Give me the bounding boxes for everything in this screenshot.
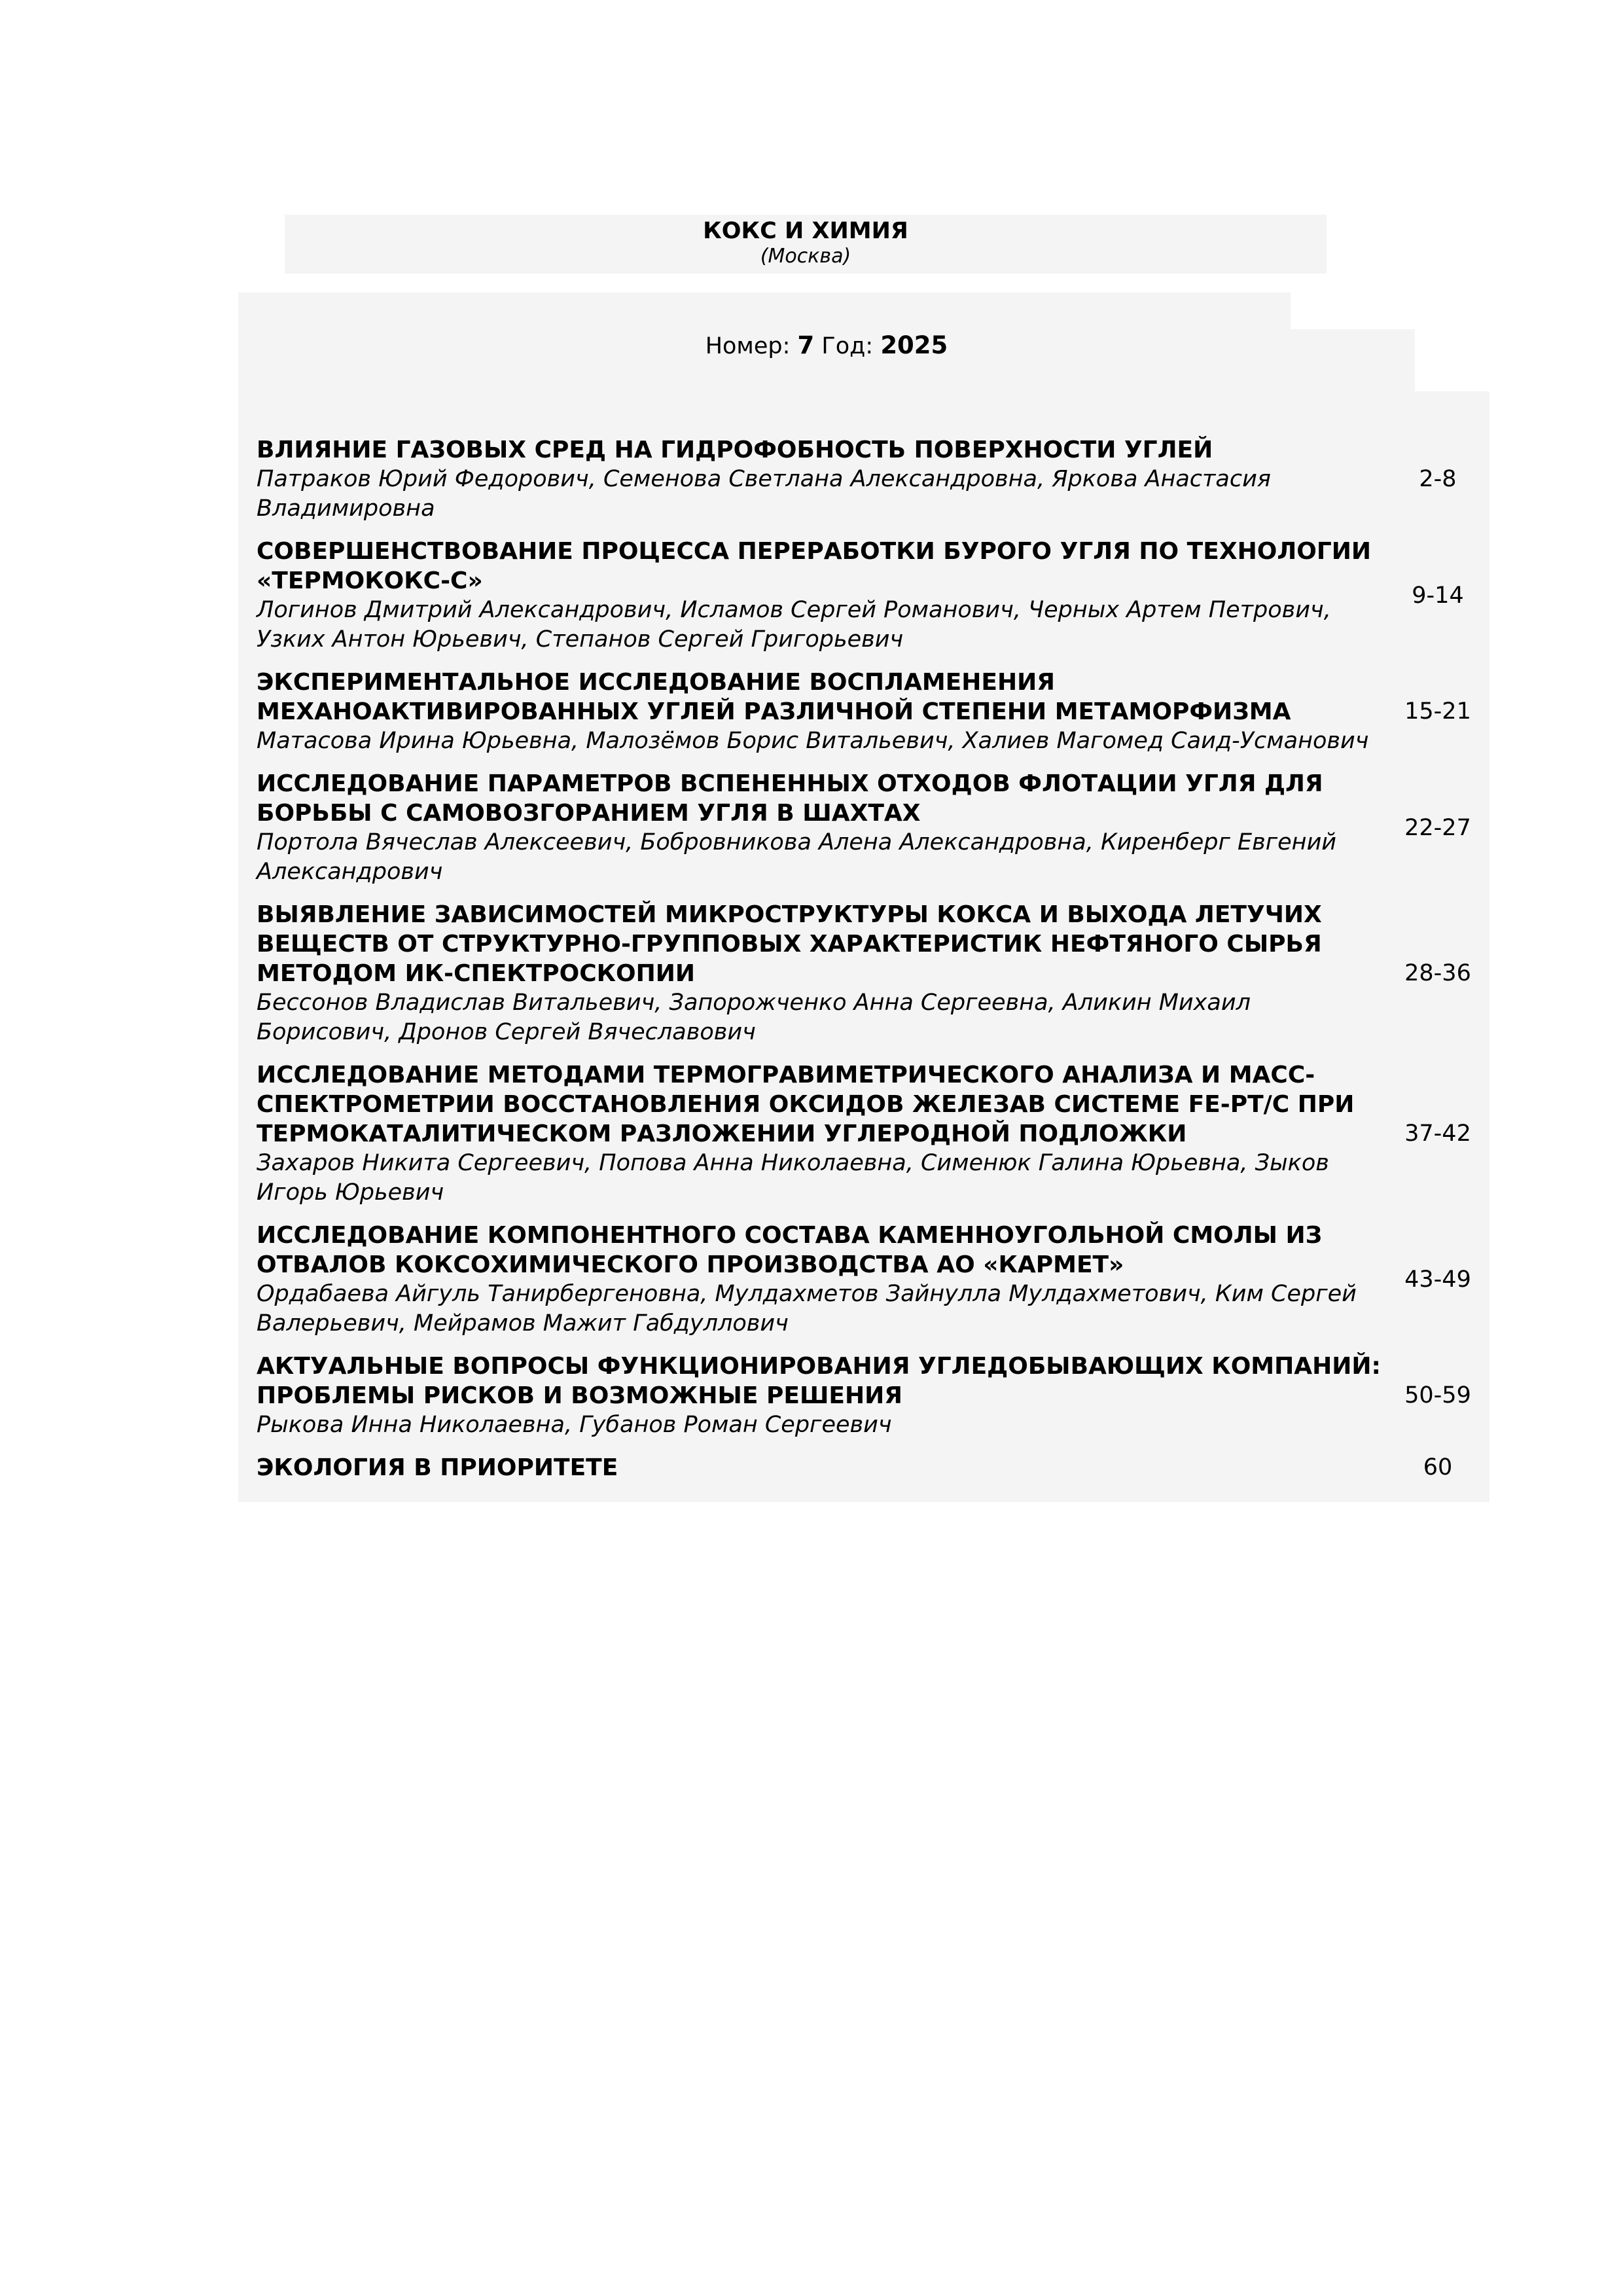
toc-entry[interactable] <box>238 668 1489 756</box>
journal-header <box>285 215 1327 274</box>
toc-entry[interactable] <box>238 1221 1489 1338</box>
article-title[interactable]: ИССЛЕДОВАНИЕ КОМПОНЕНТНОГО СОСТАВА КАМЕННОУГОЛЬНОЙ СМОЛЫ ИЗ ОТВАЛОВ КОКСОХИМИЧЕСКОГО ПРОИЗВОДСТВА АО «КАРМЕТ» <box>257 1222 1323 1278</box>
article-authors: Бессонов Владислав Витальевич, Запорожченко Анна Сергеевна, Аликин Михаил Борисович, Дронов Сергей Вячеславович <box>257 990 1251 1045</box>
journal-city: (Москва) <box>760 245 851 268</box>
article-title[interactable]: ИССЛЕДОВАНИЕ МЕТОДАМИ ТЕРМОГРАВИМЕТРИЧЕСКОГО АНАЛИЗА И МАСС-СПЕКТРОМЕТРИИ ВОССТАНОВЛЕНИЯ ОКСИДОВ ЖЕЛЕЗАВ СИСТЕМЕ FE-PT/C ПРИ ТЕРМОКАТАЛИТИЧЕСКОМ РАЗЛОЖЕНИИ УГЛЕРОДНОЙ ПОДЛОЖКИ <box>257 1062 1355 1147</box>
toc-entry[interactable] <box>238 1060 1489 1208</box>
article-authors: Патраков Юрий Федорович, Семенова Светлана Александровна, Яркова Анастасия Владимировна <box>257 466 1271 522</box>
article-pages: 28-36 <box>1404 960 1471 986</box>
toc-entry[interactable] <box>238 435 1489 524</box>
article-title[interactable]: ЭКСПЕРИМЕНТАЛЬНОЕ ИССЛЕДОВАНИЕ ВОСПЛАМЕНЕНИЯ МЕХАНОАКТИВИРОВАННЫХ УГЛЕЙ РАЗЛИЧНОЙ СТЕПЕНИ МЕТАМОРФИЗМА <box>257 669 1291 725</box>
article-title[interactable]: ЭКОЛОГИЯ В ПРИОРИТЕТЕ <box>257 1454 618 1481</box>
article-pages: 43-49 <box>1404 1266 1471 1293</box>
issue-year: 2025 <box>880 331 948 359</box>
article-title[interactable]: СОВЕРШЕНСТВОВАНИЕ ПРОЦЕССА ПЕРЕРАБОТКИ БУРОГО УГЛЯ ПО ТЕХНОЛОГИИ «ТЕРМОКОКС-С» <box>257 538 1372 594</box>
toc-entry[interactable] <box>238 769 1489 887</box>
table-of-contents <box>238 435 1489 1496</box>
article-pages: 50-59 <box>1404 1382 1471 1408</box>
article-authors: Рыкова Инна Николаевна, Губанов Роман Сергеевич <box>257 1412 892 1438</box>
toc-entry[interactable] <box>238 900 1489 1047</box>
article-pages: 60 <box>1423 1454 1453 1480</box>
article-title[interactable]: ИССЛЕДОВАНИЕ ПАРАМЕТРОВ ВСПЕНЕННЫХ ОТХОДОВ ФЛОТАЦИИ УГЛЯ ДЛЯ БОРЬБЫ С САМОВОЗГОРАНИЕМ УГЛЯ В ШАХТАХ <box>257 770 1323 827</box>
toc-entry[interactable] <box>238 1352 1489 1440</box>
issue-year-label: Год: <box>821 333 874 359</box>
article-title[interactable]: ВЫЯВЛЕНИЕ ЗАВИСИМОСТЕЙ МИКРОСТРУКТУРЫ КОКСА И ВЫХОДА ЛЕТУЧИХ ВЕЩЕСТВ ОТ СТРУКТУРНО-ГРУППОВЫХ ХАРАКТЕРИСТИК НЕФТЯНОГО СЫРЬЯ МЕТОДОМ ИК-СПЕКТРОСКОПИИ <box>257 901 1322 987</box>
issue-band-top <box>238 293 1291 329</box>
article-authors: Ордабаева Айгуль Танирбергеновна, Мулдахметов Зайнулла Мулдахметович, Ким Сергей Валерьевич, Мейрамов Мажит Габдуллович <box>257 1281 1357 1336</box>
article-title[interactable]: ВЛИЯНИЕ ГАЗОВЫХ СРЕД НА ГИДРОФОБНОСТЬ ПОВЕРХНОСТИ УГЛЕЙ <box>257 437 1213 463</box>
article-pages: 2-8 <box>1419 466 1457 492</box>
article-authors: Захаров Никита Сергеевич, Попова Анна Николаевна, Сименюк Галина Юрьевна, Зыков Игорь Юрьевич <box>257 1150 1329 1206</box>
article-pages: 22-27 <box>1404 814 1471 841</box>
article-authors: Матасова Ирина Юрьевна, Малозёмов Борис Витальевич, Халиев Магомед Саид-Усманович <box>257 728 1369 754</box>
article-authors: Портола Вячеслав Алексеевич, Бобровникова Алена Александровна, Киренберг Евгений Александрович <box>257 829 1337 885</box>
toc-entry[interactable] <box>238 1453 1489 1482</box>
toc-entry[interactable] <box>238 537 1489 655</box>
article-pages: 15-21 <box>1404 698 1471 725</box>
article-authors: Логинов Дмитрий Александрович, Исламов Сергей Романович, Черных Артем Петрович, Узких Антон Юрьевич, Степанов Сергей Григорьевич <box>257 597 1331 653</box>
issue-number: 7 <box>797 331 815 359</box>
article-pages: 9-14 <box>1412 582 1464 609</box>
article-title[interactable]: АКТУАЛЬНЫЕ ВОПРОСЫ ФУНКЦИОНИРОВАНИЯ УГЛЕДОБЫВАЮЩИХ КОМПАНИЙ: ПРОБЛЕМЫ РИСКОВ И ВОЗМОЖНЫЕ РЕШЕНИЯ <box>257 1353 1381 1409</box>
issue-number-label: Номер: <box>705 333 791 359</box>
issue-info <box>238 332 1415 360</box>
journal-title: КОКС И ХИМИЯ <box>703 218 908 244</box>
article-pages: 37-42 <box>1404 1121 1471 1147</box>
